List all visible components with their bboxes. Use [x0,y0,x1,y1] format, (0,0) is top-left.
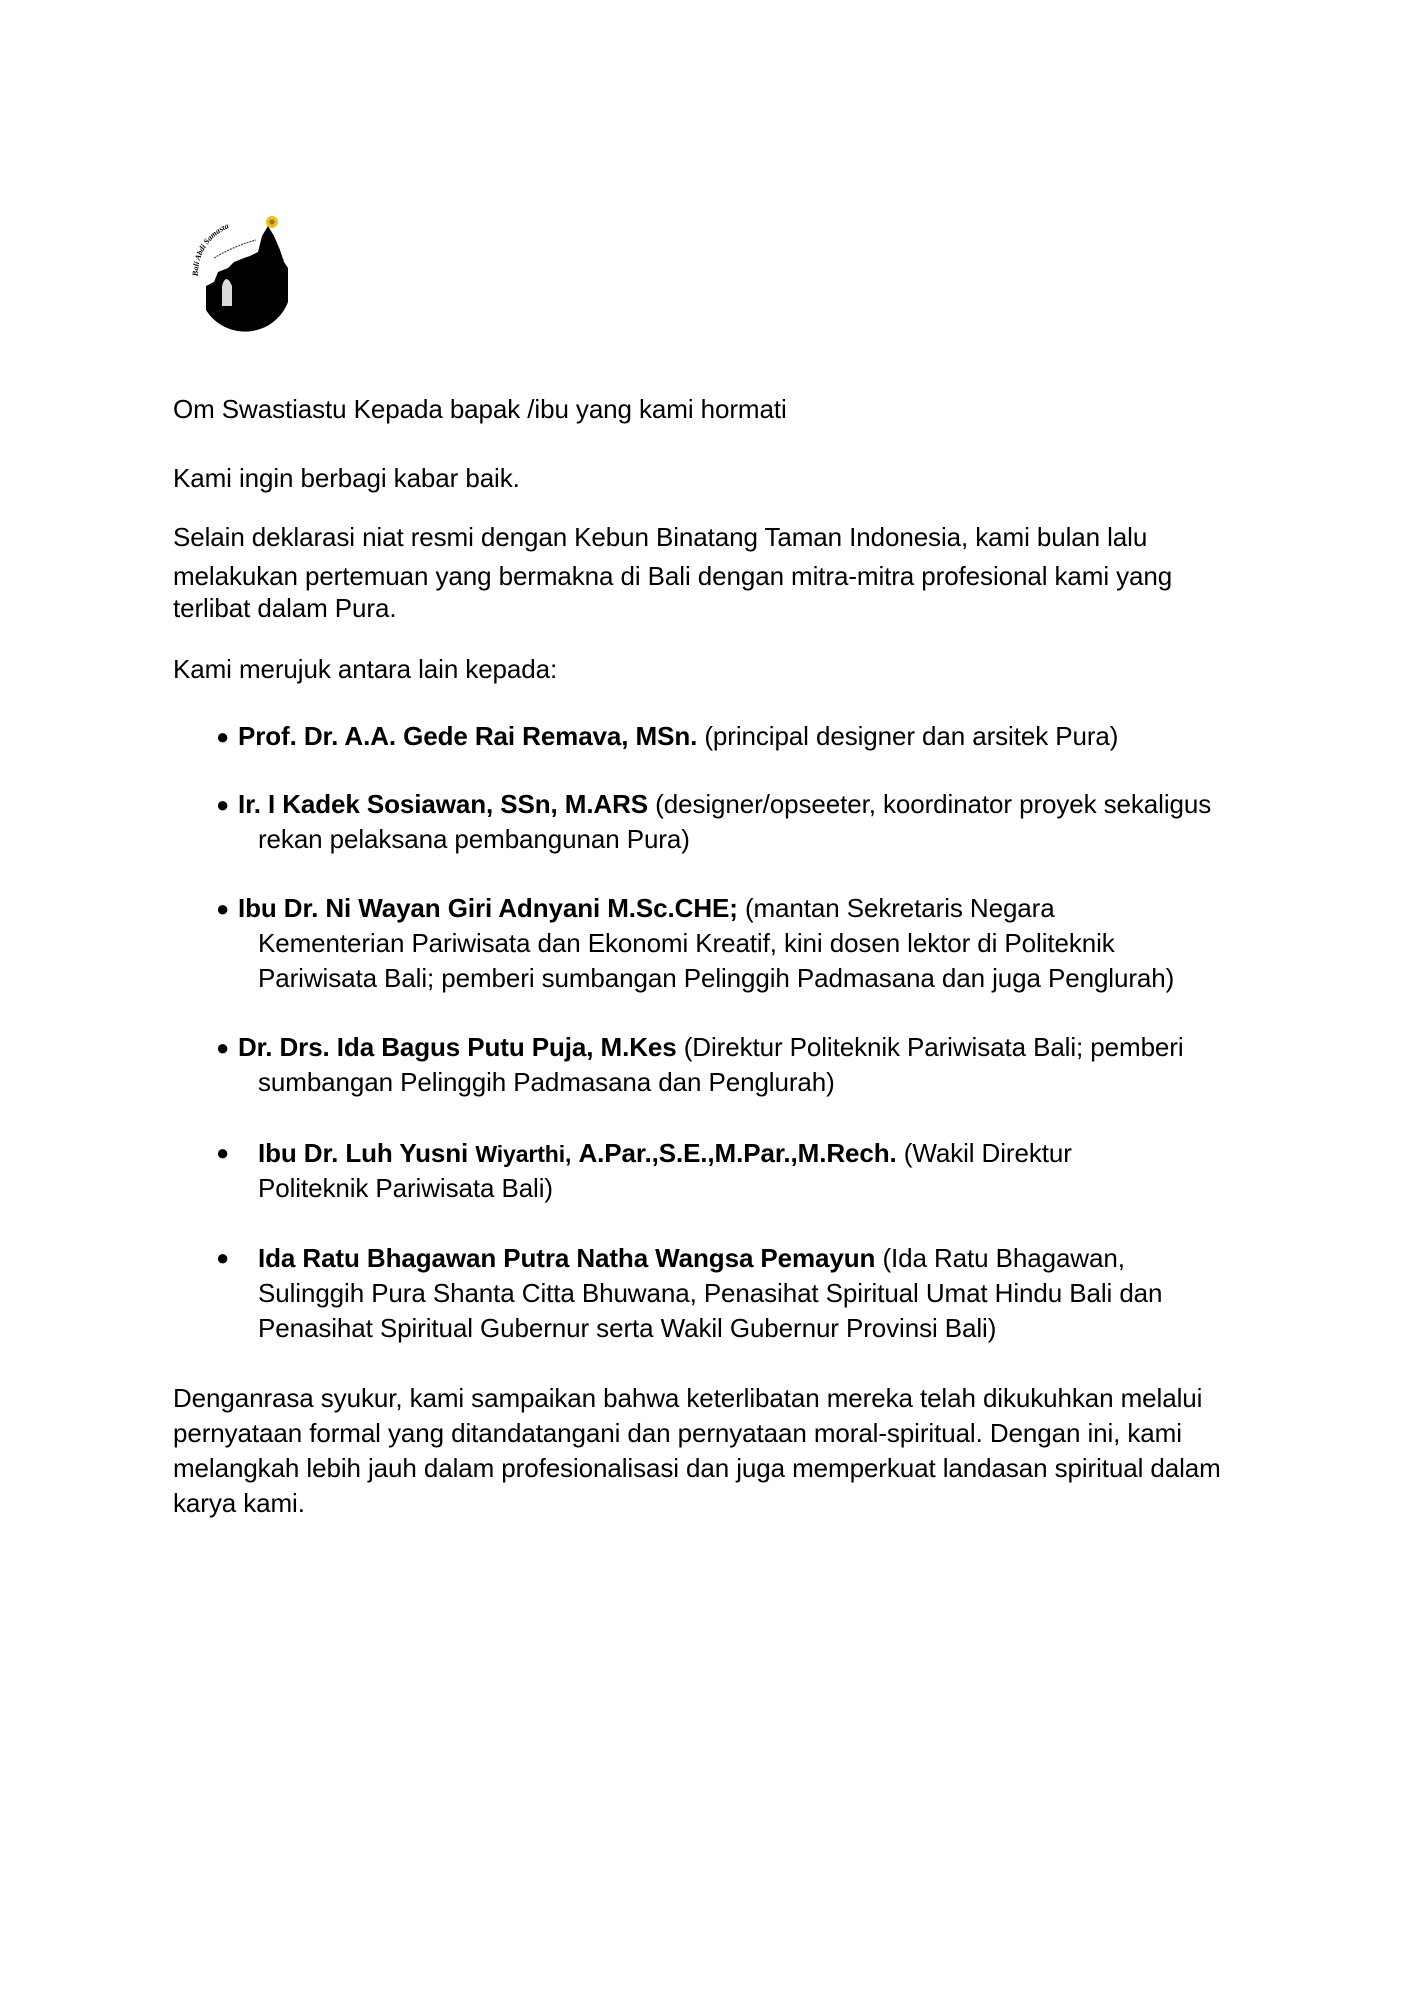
person-name: Prof. Dr. A.A. Gede Rai Remava, MSn. [238,721,698,751]
person-description: (principal designer dan arsitek Pura) [704,721,1119,751]
person-name: Wiyarthi, [475,1141,572,1167]
paragraph-line: karya kami. [173,1488,305,1518]
person-description-continued: Penasihat Spiritual Gubernur serta Wakil Gubernur Provinsi Bali) [258,1313,997,1343]
person-description: (Ida Ratu Bhagawan, [882,1243,1125,1273]
bullet-icon: ● [216,724,230,749]
greeting-text: Om Swastiastu Kepada bapak /ibu yang kami hormati [173,394,787,424]
person-description-continued: sumbangan Pelinggih Padmasana dan Penglurah) [258,1067,835,1097]
bullet-icon: ● [216,1140,230,1165]
person-name: A.Par.,S.E.,M.Par.,M.Rech. [578,1138,897,1168]
person-description-continued: Politeknik Pariwisata Bali) [258,1173,553,1203]
person-name: Ibu Dr. Luh Yusni [258,1138,469,1168]
paragraph-line: terlibat dalam Pura. [173,593,397,623]
bali-abdi-samasta-logo [184,206,310,338]
paragraph-line: pernyataan formal yang ditandatangani dan pernyataan moral-spiritual. Dengan ini, kami [173,1418,1182,1448]
intro-text: Kami ingin berbagi kabar baik. [173,463,520,493]
person-description: (Wakil Direktur [903,1138,1072,1168]
person-description-continued: Sulinggih Pura Shanta Citta Bhuwana, Penasihat Spiritual Umat Hindu Bali dan [258,1278,1163,1308]
svg-text:Bali Abdi Samasta: Bali Abdi Samasta [190,221,230,277]
list-intro-text: Kami merujuk antara lain kepada: [173,654,558,684]
bullet-icon: ● [216,792,230,817]
person-name: Ibu Dr. Ni Wayan Giri Adnyani M.Sc.CHE; [238,893,738,923]
paragraph-line: melakukan pertemuan yang bermakna di Bali dengan mitra-mitra profesional kami yang [173,561,1173,591]
person-description: (mantan Sekretaris Negara [744,893,1055,923]
bullet-icon: ● [216,896,230,921]
person-description-continued: Kementerian Pariwisata dan Ekonomi Kreatif, kini dosen lektor di Politeknik [258,928,1115,958]
person-name: Ida Ratu Bhagawan Putra Natha Wangsa Pemayun [258,1243,876,1273]
person-description-continued: rekan pelaksana pembangunan Pura) [258,824,690,854]
person-description-continued: Pariwisata Bali; pemberi sumbangan Pelinggih Padmasana dan juga Penglurah) [258,963,1175,993]
svg-text:BAS: BAS [287,280,298,300]
paragraph-line: Denganrasa syukur, kami sampaikan bahwa keterlibatan mereka telah dikukuhkan melalui [173,1383,1203,1413]
paragraph-line: melangkah lebih jauh dalam profesionalisasi dan juga memperkuat landasan spiritual dalam [173,1453,1221,1483]
person-name: Ir. I Kadek Sosiawan, SSn, M.ARS [238,789,649,819]
bullet-icon: ● [216,1245,230,1270]
temple-logo-icon [184,206,310,338]
person-description: (Direktur Politeknik Pariwisata Bali; pemberi [683,1032,1184,1062]
paragraph-line: Selain deklarasi niat resmi dengan Kebun Binatang Taman Indonesia, kami bulan lalu [173,522,1148,552]
person-description: (designer/opseeter, koordinator proyek sekaligus [655,789,1212,819]
person-name: Dr. Drs. Ida Bagus Putu Puja, M.Kes [238,1032,677,1062]
bullet-icon: ● [216,1035,230,1060]
